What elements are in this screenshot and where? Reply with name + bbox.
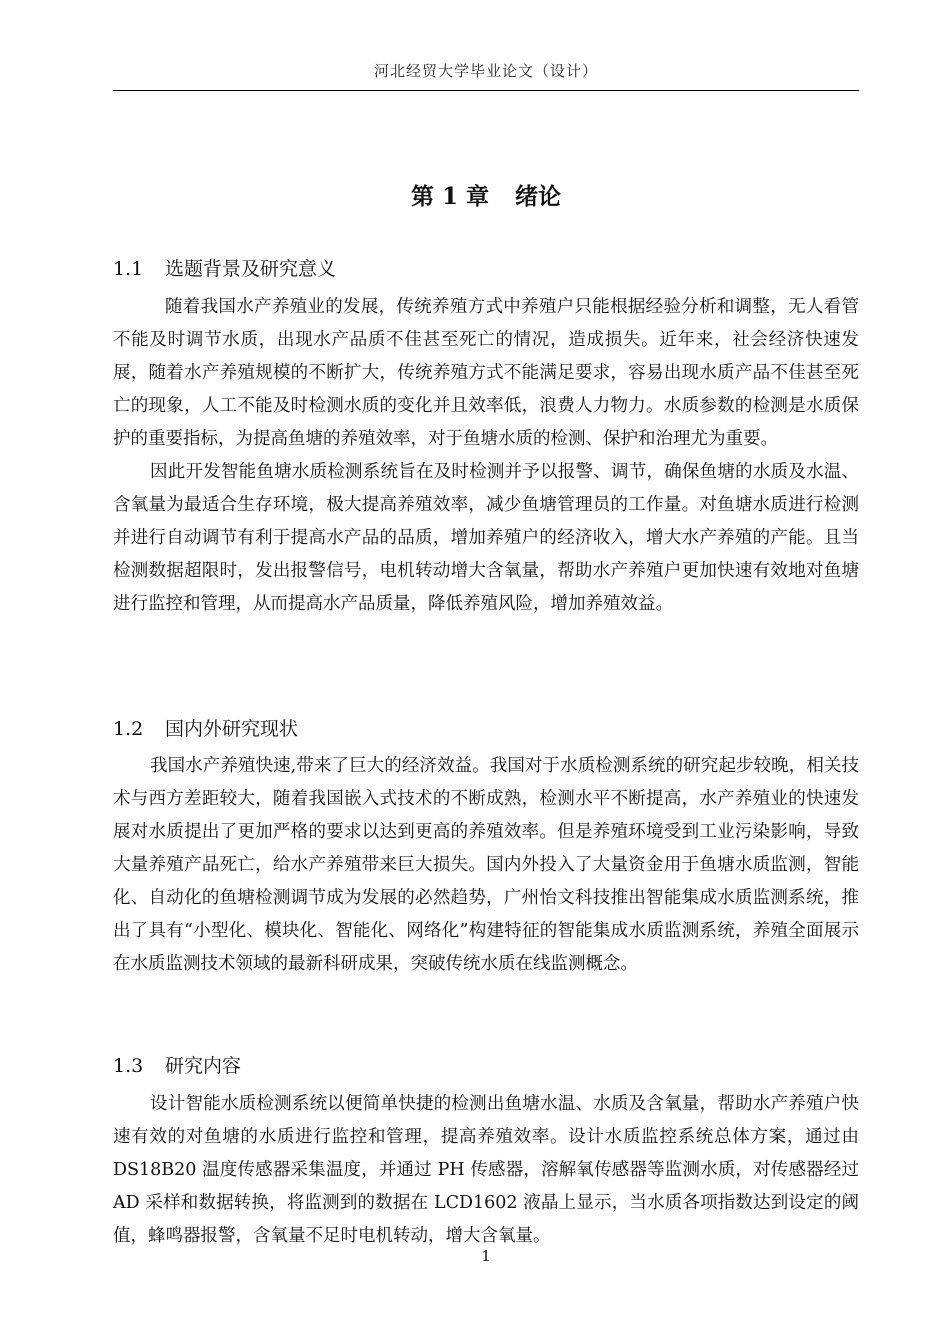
section-number: 1.1 — [113, 258, 144, 280]
header-rule — [113, 90, 859, 91]
paragraph: 因此开发智能鱼塘水质检测系统旨在及时检测并予以报警、调节，确保鱼塘的水质及水温、含氧量为最适合生存环境，极大提高养殖效率，减少鱼塘管理员的工作量。对鱼塘水质进行检测并进行自动调节有利于提高水产品的品质，增加养殖户的经济收入，增大水产养殖的产能。且当检测数据超限时，发出报警信号，电机转动增大含氧量，帮助水产养殖户更加快速有效地对鱼塘进行监控和管理，从而提高水产品质量，降低养殖风险，增加养殖效益。 — [113, 462, 859, 614]
section-title: 国内外研究现状 — [165, 718, 299, 740]
running-header: 河北经贸大学毕业论文（设计） — [373, 62, 598, 80]
section-body-1-2 — [113, 750, 859, 981]
section-title: 选题背景及研究意义 — [165, 258, 337, 280]
section-body-1-3 — [113, 1088, 859, 1253]
chapter-name: 绪论 — [515, 183, 562, 210]
section-number: 1.2 — [113, 718, 144, 740]
section-heading-1-3 — [113, 1051, 241, 1078]
section-body-1-1 — [113, 291, 859, 621]
section-title: 研究内容 — [165, 1055, 242, 1077]
paragraph: 我国水产养殖快速,带来了巨大的经济效益。我国对于水质检测系统的研究起步较晚，相关技术与西方差距较大，随着我国嵌入式技术的不断成熟，检测水平不断提高，水产养殖业的快速发展对水质提出了更加严格的要求以达到更高的养殖效率。但是养殖环境受到工业污染影响，导致大量养殖产品死亡，给水产养殖带来巨大损失。国内外投入了大量资金用于鱼塘水质监测，智能化、自动化的鱼塘检测调节成为发展的必然趋势，广州怡文科技推出智能集成水质监测系统，推出了具有“小型化、模块化、智能化、网络化”构建特征的智能集成水质监测系统，养殖全面展示在水质监测技术领域的最新科研成果，突破传统水质在线监测概念。 — [113, 756, 859, 974]
paragraph: 设计智能水质检测系统以便简单快捷的检测出鱼塘水温、水质及含氧量，帮助水产养殖户快速有效的对鱼塘的水质进行监控和管理，提高养殖效率。设计水质监控系统总体方案，通过由 DS18B20 温度传感器采集温度，并通过 PH 传感器，溶解氧传感器等监测水质，对传感器经过 AD 采样和数据转换，将监测到的数据在 LCD1602 液晶上显示，当水质各项指数达到设定的阈值，蜂鸣器报警，含氧量不足时电机转动，增大含氧量。 — [113, 1094, 859, 1246]
section-heading-1-2 — [113, 714, 298, 741]
page-number: 1 — [481, 1247, 491, 1265]
chapter-title — [113, 178, 859, 211]
section-number: 1.3 — [113, 1055, 144, 1077]
paragraph: 随着我国水产养殖业的发展，传统养殖方式中养殖户只能根据经验分析和调整，无人看管不能及时调节水质，出现水产品质不佳甚至死亡的情况，造成损失。近年来，社会经济快速发展，随着水产养殖规模的不断扩大，传统养殖方式不能满足要求，容易出现水质产品不佳甚至死亡的现象，人工不能及时检测水质的变化并且效率低，浪费人力物力。水质参数的检测是水质保护的重要指标，为提高鱼塘的养殖效率，对于鱼塘水质的检测、保护和治理尤为重要。 — [113, 297, 859, 449]
section-heading-1-1 — [113, 254, 336, 281]
chapter-number: 第 1 章 — [410, 183, 490, 210]
